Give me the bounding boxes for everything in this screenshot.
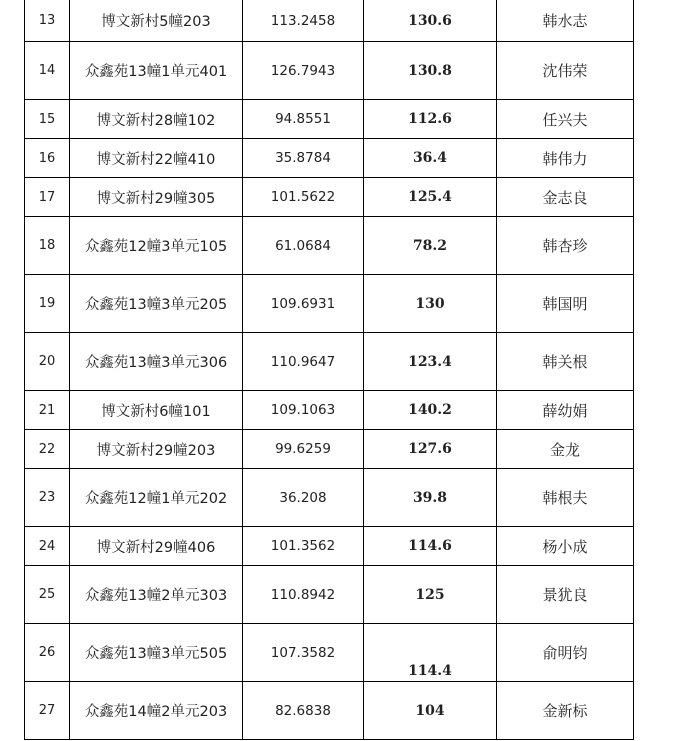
table-row — [25, 100, 634, 139]
table-row — [25, 391, 634, 430]
area-cell: 61.0684 — [243, 217, 364, 275]
table-row — [25, 139, 634, 178]
value-cell: 114.6 — [364, 527, 497, 566]
row-number: 25 — [25, 566, 70, 624]
area-cell: 101.5622 — [243, 178, 364, 217]
address-cell: 博文新村29幢305 — [70, 178, 243, 217]
row-number: 16 — [25, 139, 70, 178]
area-cell: 36.208 — [243, 469, 364, 527]
row-number: 17 — [25, 178, 70, 217]
table-row — [25, 430, 634, 469]
value-cell: 39.8 — [364, 469, 497, 527]
address-cell: 众鑫苑13幢3单元306 — [70, 333, 243, 391]
area-cell: 110.9647 — [243, 333, 364, 391]
area-cell: 107.3582 — [243, 624, 364, 682]
address-cell: 众鑫苑12幢3单元105 — [70, 217, 243, 275]
row-number: 22 — [25, 430, 70, 469]
row-number: 21 — [25, 391, 70, 430]
owner-name-cell: 金志良 — [497, 178, 634, 217]
row-number: 20 — [25, 333, 70, 391]
owner-name-cell: 韩关根 — [497, 333, 634, 391]
address-cell: 博文新村28幢102 — [70, 100, 243, 139]
row-number: 26 — [25, 624, 70, 682]
row-number: 18 — [25, 217, 70, 275]
table-row — [25, 0, 634, 42]
address-cell: 众鑫苑13幢3单元505 — [70, 624, 243, 682]
table-body — [25, 0, 634, 740]
row-number: 14 — [25, 42, 70, 100]
owner-name-cell: 韩根夫 — [497, 469, 634, 527]
owner-name-cell: 俞明钧 — [497, 624, 634, 682]
area-cell: 113.2458 — [243, 0, 364, 42]
area-cell: 99.6259 — [243, 430, 364, 469]
table-row — [25, 275, 634, 333]
table-row — [25, 527, 634, 566]
table-row — [25, 624, 634, 682]
row-number: 13 — [25, 0, 70, 42]
value-cell: 127.6 — [364, 430, 497, 469]
area-cell: 126.7943 — [243, 42, 364, 100]
address-cell: 众鑫苑13幢2单元303 — [70, 566, 243, 624]
address-cell: 众鑫苑12幢1单元202 — [70, 469, 243, 527]
area-cell: 109.6931 — [243, 275, 364, 333]
address-cell: 众鑫苑13幢1单元401 — [70, 42, 243, 100]
row-number: 19 — [25, 275, 70, 333]
table-row — [25, 42, 634, 100]
value-cell: 125.4 — [364, 178, 497, 217]
address-cell: 博文新村29幢203 — [70, 430, 243, 469]
area-cell: 82.6838 — [243, 682, 364, 740]
area-cell: 109.1063 — [243, 391, 364, 430]
area-cell: 101.3562 — [243, 527, 364, 566]
owner-name-cell: 沈伟荣 — [497, 42, 634, 100]
table-row — [25, 333, 634, 391]
value-cell: 130.6 — [364, 0, 497, 42]
value-cell: 125 — [364, 566, 497, 624]
address-cell: 博文新村6幢101 — [70, 391, 243, 430]
owner-name-cell: 韩伟力 — [497, 139, 634, 178]
owner-name-cell: 任兴夫 — [497, 100, 634, 139]
owner-name-cell: 金龙 — [497, 430, 634, 469]
value-cell: 130.8 — [364, 42, 497, 100]
value-cell: 112.6 — [364, 100, 497, 139]
owner-name-cell: 韩国明 — [497, 275, 634, 333]
owner-name-cell: 杨小成 — [497, 527, 634, 566]
value-cell: 104 — [364, 682, 497, 740]
address-cell: 众鑫苑13幢3单元205 — [70, 275, 243, 333]
value-cell: 140.2 — [364, 391, 497, 430]
row-number: 23 — [25, 469, 70, 527]
table-row — [25, 566, 634, 624]
address-cell: 博文新村29幢406 — [70, 527, 243, 566]
owner-name-cell: 韩水志 — [497, 0, 634, 42]
table-row — [25, 217, 634, 275]
area-cell: 110.8942 — [243, 566, 364, 624]
owner-name-cell: 金新标 — [497, 682, 634, 740]
value-cell: 36.4 — [364, 139, 497, 178]
address-cell: 博文新村22幢410 — [70, 139, 243, 178]
value-cell: 114.4 — [364, 624, 497, 682]
row-number: 27 — [25, 682, 70, 740]
owner-name-cell: 韩杏珍 — [497, 217, 634, 275]
table-row — [25, 469, 634, 527]
owner-name-cell: 薛幼娟 — [497, 391, 634, 430]
table-row — [25, 682, 634, 740]
area-cell: 35.8784 — [243, 139, 364, 178]
owner-name-cell: 景犹良 — [497, 566, 634, 624]
row-number: 15 — [25, 100, 70, 139]
row-number: 24 — [25, 527, 70, 566]
records-table — [24, 0, 634, 740]
value-cell: 130 — [364, 275, 497, 333]
value-cell: 123.4 — [364, 333, 497, 391]
table-row — [25, 178, 634, 217]
address-cell: 众鑫苑14幢2单元203 — [70, 682, 243, 740]
address-cell: 博文新村5幢203 — [70, 0, 243, 42]
value-cell: 78.2 — [364, 217, 497, 275]
area-cell: 94.8551 — [243, 100, 364, 139]
